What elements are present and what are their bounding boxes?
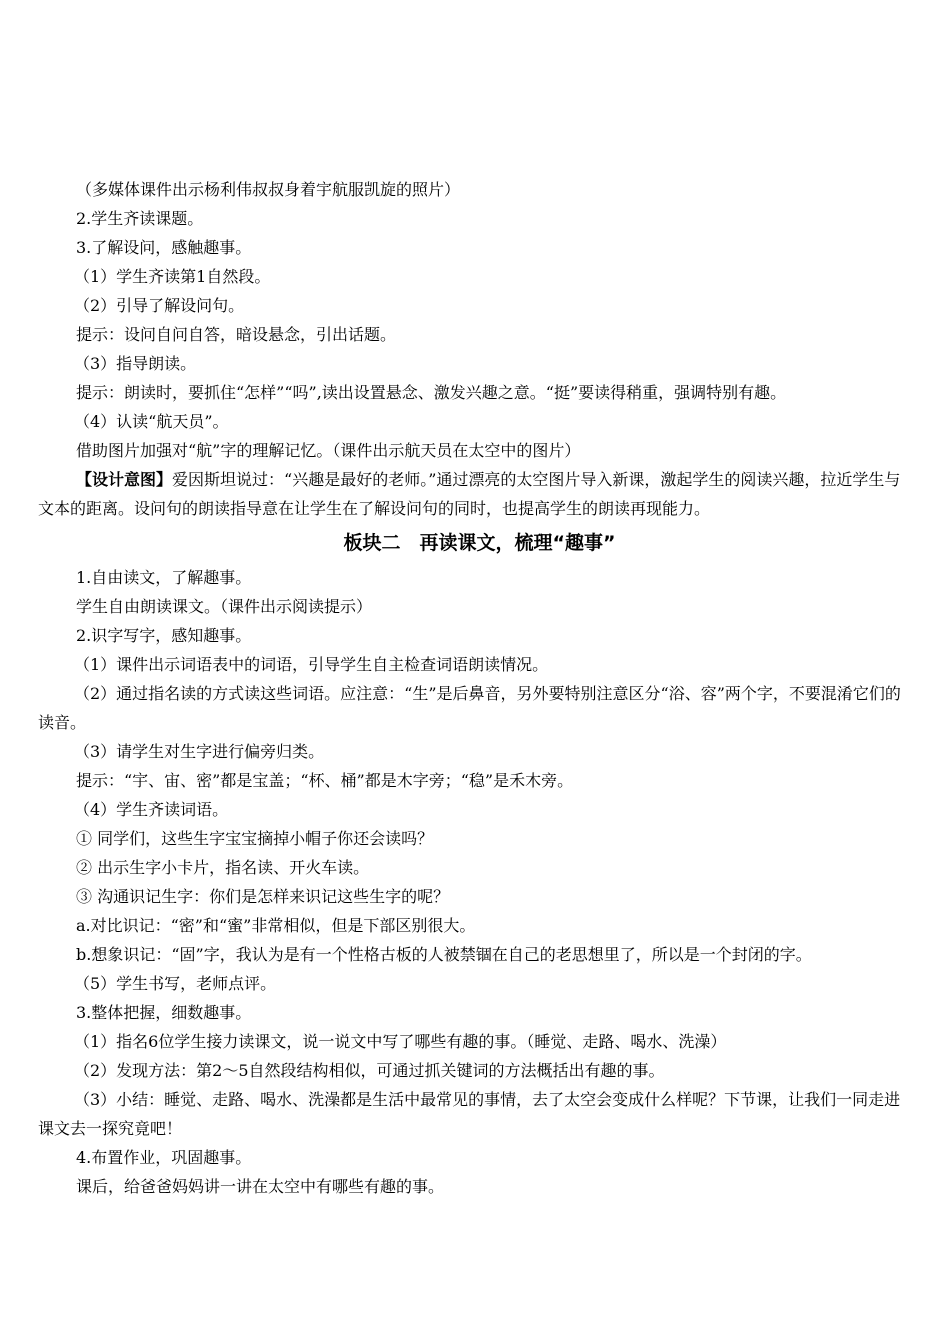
paragraph: 课后，给爸爸妈妈讲一讲在太空中有哪些有趣的事。 [76, 1177, 445, 1196]
paragraph: （2）通过指名读的方式读这些词语。应注意：“生”是后鼻音，另外要特别注意区分“浴、容”两个字，不要混淆它们的读音。 [38, 684, 901, 732]
paragraph: （2）发现方法：第2～5自然段结构相似，可通过抓关键词的方法概括出有趣的事。 [74, 1061, 665, 1080]
design-intent-paragraph [38, 465, 913, 523]
paragraph: 借助图片加强对“航”字的理解记忆。（课件出示航天员在太空中的图片） [76, 441, 581, 460]
paragraph: ① 同学们，这些生字宝宝摘掉小帽子你还会读吗？ [76, 829, 434, 848]
paragraph: 提示：“宇、宙、密”都是宝盖；“杯、桶”都是木字旁；“稳”是禾木旁。 [76, 771, 574, 790]
paragraph: （3）请学生对生字进行偏旁归类。 [74, 742, 325, 761]
paragraph: 1.自由读文，了解趣事。 [76, 568, 252, 587]
paragraph: 提示：朗读时，要抓住“怎样”“吗”,读出设置悬念、激发兴趣之意。“挺”要读得稍重，强调特别有趣。 [76, 383, 787, 402]
paragraph: （2）引导了解设问句。 [74, 296, 245, 315]
section-heading: 板块二 再读课文，梳理“趣事” [343, 532, 616, 554]
paragraph: b.想象识记：“固”字，我认为是有一个性格古板的人被禁锢在自己的老思想里了，所以是一个封闭的字。 [76, 945, 812, 964]
paragraph: 学生自由朗读课文。（课件出示阅读提示） [76, 597, 373, 616]
design-intent-text: 爱因斯坦说过：“兴趣是最好的老师。”通过漂亮的太空图片导入新课，激起学生的阅读兴趣，拉近学生与文本的距离。设问句的朗读指导意在让学生在了解设问句的同时，也提高学生的朗读再现能力。 [38, 470, 901, 518]
paragraph: （5）学生书写，老师点评。 [74, 974, 277, 993]
paragraph: （3）小结：睡觉、走路、喝水、洗澡都是生活中最常见的事情，去了太空会变成什么样呢？下节课，让我们一同走进课文去一探究竟吧！ [38, 1090, 901, 1138]
design-intent-label: 【设计意图】 [76, 470, 173, 489]
paragraph: （多媒体课件出示杨利伟叔叔身着宇航服凯旋的照片） [76, 180, 461, 199]
paragraph: a.对比识记：“密”和“蜜”非常相似，但是下部区别很大。 [76, 916, 476, 935]
document-content [38, 175, 913, 1201]
paragraph: 3.了解设问，感触趣事。 [76, 238, 252, 257]
paragraph: （1）学生齐读第1自然段。 [74, 267, 271, 286]
paragraph: （4）学生齐读词语。 [74, 800, 229, 819]
paragraph: ③ 沟通识记生字：你们是怎样来识记这些生字的呢？ [76, 887, 450, 906]
paragraph: ② 出示生字小卡片，指名读、开火车读。 [76, 858, 370, 877]
paragraph: （1）指名6位学生接力读课文，说一说文中写了哪些有趣的事。（睡觉、走路、喝水、洗澡） [74, 1032, 727, 1051]
paragraph: 4.布置作业，巩固趣事。 [76, 1148, 252, 1167]
paragraph: （1）课件出示词语表中的词语，引导学生自主检查词语朗读情况。 [74, 655, 549, 674]
paragraph: （3）指导朗读。 [74, 354, 197, 373]
paragraph: 2.学生齐读课题。 [76, 209, 204, 228]
paragraph: 3.整体把握，细数趣事。 [76, 1003, 252, 1022]
paragraph: 提示：设问自问自答，暗设悬念，引出话题。 [76, 325, 397, 344]
paragraph: （4）认读“航天员”。 [74, 412, 229, 431]
paragraph: 2.识字写字，感知趣事。 [76, 626, 252, 645]
